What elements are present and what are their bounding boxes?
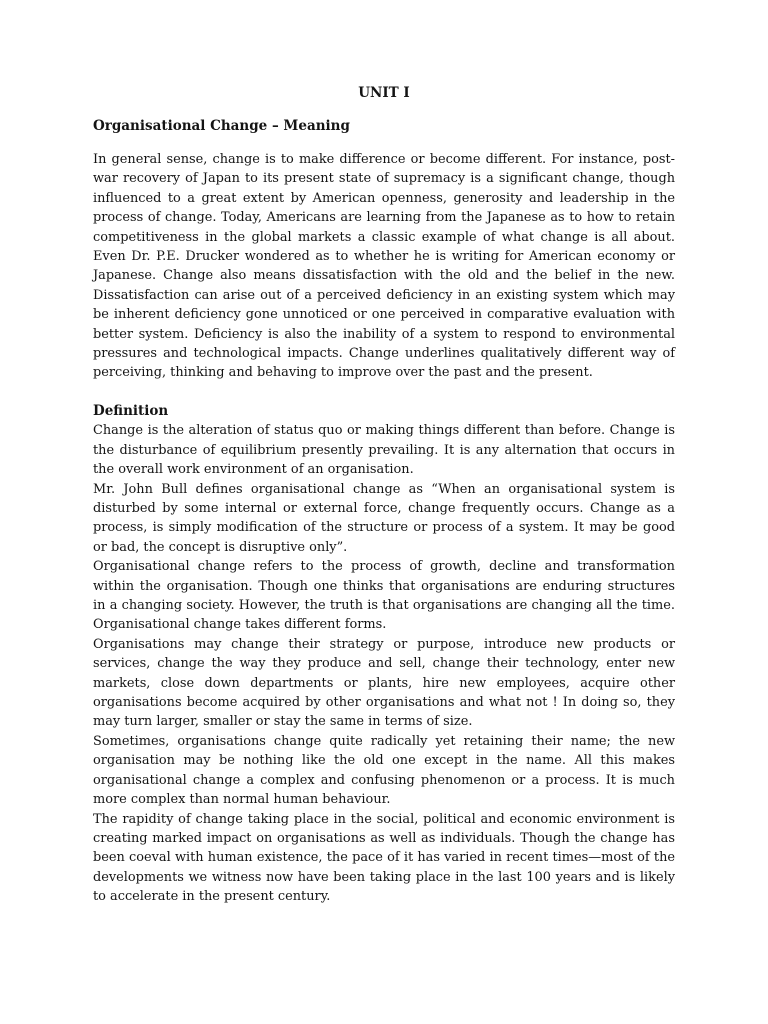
definition-paragraph: Mr. John Bull defines organisational change as “When an organisational system is disturbed by some internal or external force, change frequently occurs. Change as a process, is simply modification of the structure or process of a system. It may be good or bad, the concept is disruptive only”. xyxy=(93,481,675,555)
intro-paragraph: In general sense, change is to make difference or become different. For instance, post-war recovery of Japan to its present state of supremacy is a significant change, though influenced to a great extent by American openness, generosity and leadership in the process of change. Today, Americans are learning from the Japanese as to how to retain competitiveness in the global markets a classic example of what change is all about. Even Dr. P.E. Drucker wondered as to whether he is writing for American economy or Japanese. Change also means dissatisfaction with the old and the belief in the new. Dissatisfaction can arise out of a perceived deficiency in an existing system which may be inherent deficiency gone unnoticed or one perceived in comparative evaluation with better system. Deficiency is also the inability of a system to respond to environmental pressures and technological impacts. Change underlines qualitatively different way of perceiving, thinking and behaving to improve over the past and the present. xyxy=(93,152,675,381)
definition-paragraph: Change is the alteration of status quo or making things different than before. Change is the disturbance of equilibrium presently prevailing. It is any alternation that occurs in the overall work environment of an organisation. xyxy=(93,423,675,478)
unit-title: UNIT I xyxy=(358,85,410,101)
document-page xyxy=(93,84,675,907)
section-heading-meaning: Organisational Change – Meaning xyxy=(93,117,350,134)
section-heading-definition: Definition xyxy=(93,402,169,419)
definition-paragraph: Organisations may change their strategy or purpose, introduce new products or services, change the way they produce and sell, change their technology, enter new markets, close down departments or plants, hire new employees, acquire other organisations become acquired by other organisations and what not ! In doing so, they may turn larger, smaller or stay the same in terms of size. xyxy=(93,636,675,730)
definition-paragraph: Sometimes, organisations change quite radically yet retaining their name; the new organisation may be nothing like the old one except in the name. All this makes organisational change a complex and confusing phenomenon or a process. It is much more complex than normal human behaviour. xyxy=(93,733,675,808)
definition-paragraph: The rapidity of change taking place in the social, political and economic environment is creating marked impact on organisations as well as individuals. Though the change has been coeval with human existence, the pace of it has varied in recent times—most of the developments we witness now have been taking place in the last 100 years and is likely to accelerate in the present century. xyxy=(93,811,675,905)
definition-paragraph: Organisational change refers to the process of growth, decline and transformation within the organisation. Though one thinks that organisations are enduring structures in a changing society. However, the truth is that organisations are changing all the time. Organisational change takes different forms. xyxy=(93,559,675,633)
